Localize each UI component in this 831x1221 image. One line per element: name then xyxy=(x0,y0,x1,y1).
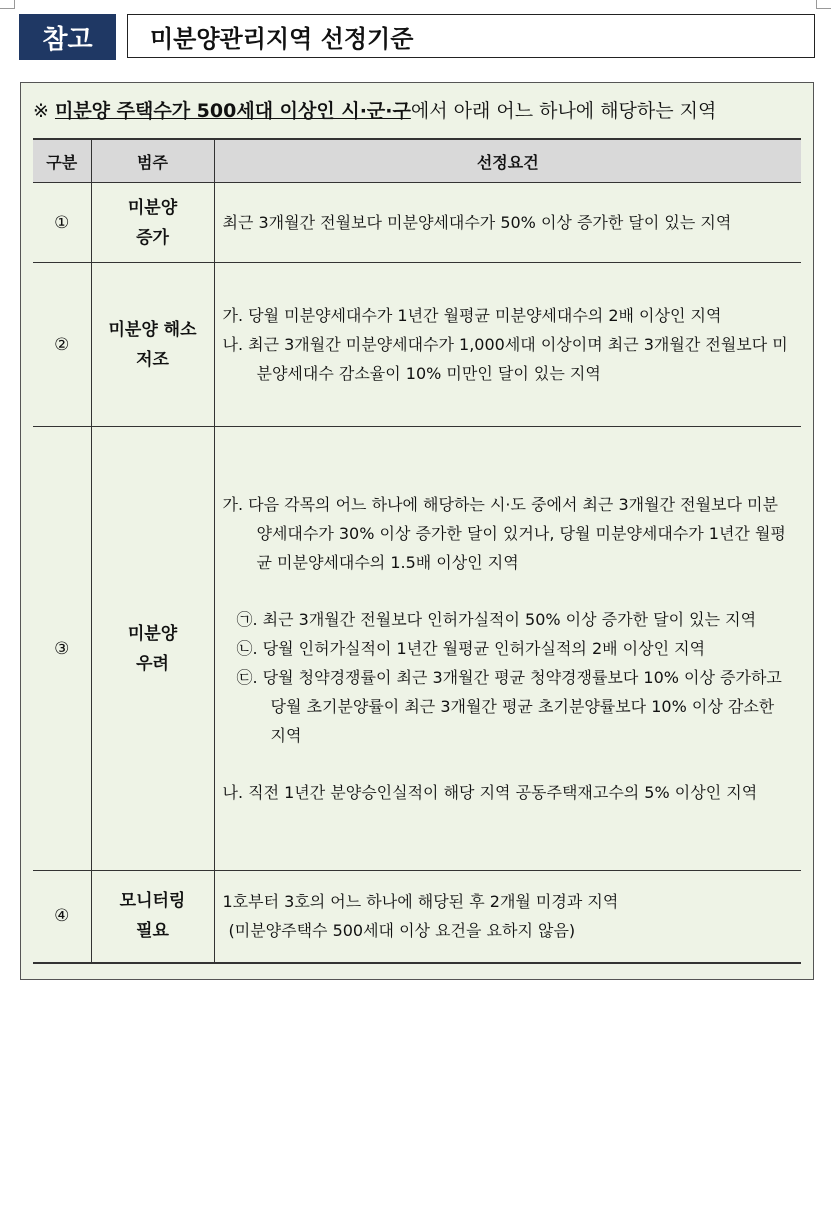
reference-mark: ※ xyxy=(33,100,49,122)
requirement-subitem: ㉠. 최근 3개월간 전월보다 인허가실적이 50% 이상 증가한 달이 있는 지역 xyxy=(236,610,757,629)
table-header-row xyxy=(33,139,801,183)
category-line: 저조 xyxy=(136,349,169,370)
row-requirement xyxy=(214,871,801,963)
category-line: 우려 xyxy=(136,653,169,674)
table-row xyxy=(33,427,801,871)
category-line: 증가 xyxy=(136,227,169,248)
header-division: 구분 xyxy=(33,139,91,183)
table-row xyxy=(33,263,801,427)
row-category xyxy=(91,427,214,871)
requirement-subitem: ㉡. 당월 인허가실적이 1년간 월평균 인허가실적의 2배 이상인 지역 xyxy=(236,639,706,658)
intro-highlight: 미분양 주택수가 500세대 이상인 시·군·구 xyxy=(54,100,411,122)
requirement-item: 나. 직전 1년간 분양승인실적이 해당 지역 공동주택재고수의 5% 이상인 지역 xyxy=(222,783,758,802)
criteria-panel xyxy=(20,82,814,980)
row-number: ① xyxy=(33,183,91,263)
page-corner-mark-left xyxy=(0,0,15,9)
intro-rest: 에서 아래 어느 하나에 해당하는 지역 xyxy=(410,100,717,122)
header-category: 범주 xyxy=(91,139,214,183)
page-title: 미분양관리지역 선정기준 xyxy=(127,14,815,58)
requirement-line: (미분양주택수 500세대 이상 요건을 요하지 않음) xyxy=(228,921,576,941)
row-requirement xyxy=(214,263,801,427)
category-line: 미분양 xyxy=(127,197,178,218)
intro-line xyxy=(33,96,716,123)
row-category xyxy=(91,871,214,963)
row-number: ④ xyxy=(33,871,91,963)
row-category xyxy=(91,263,214,427)
row-requirement: 최근 3개월간 전월보다 미분양세대수가 50% 이상 증가한 달이 있는 지역 xyxy=(214,183,801,263)
requirement-subitem: ㉢. 당월 청약경쟁률이 최근 3개월간 평균 청약경쟁률보다 10% 이상 증가하고 당월 초기분양률이 최근 3개월간 평균 초기분양률보다 10% 이상 감소한 지역 xyxy=(236,668,782,745)
requirement-item: 나. 최근 3개월간 미분양세대수가 1,000세대 이상이며 최근 3개월간 전월보다 미분양세대수 감소율이 10% 미만인 달이 있는 지역 xyxy=(222,335,788,383)
requirement-item: 가. 당월 미분양세대수가 1년간 월평균 미분양세대수의 2배 이상인 지역 xyxy=(222,306,722,325)
row-number: ② xyxy=(33,263,91,427)
requirement-item: 가. 다음 각목의 어느 하나에 해당하는 시·도 중에서 최근 3개월간 전월보다 미분양세대수가 30% 이상 증가한 달이 있거나, 당월 미분양세대수가 1년간 월평균 미분양세대수의 1.5배 이상인 지역 xyxy=(222,495,786,572)
page-corner-mark-right xyxy=(816,0,831,9)
header-requirement: 선정요건 xyxy=(214,139,801,183)
row-category xyxy=(91,183,214,263)
category-line: 미분양 해소 xyxy=(108,319,197,340)
row-number: ③ xyxy=(33,427,91,871)
row-requirement xyxy=(214,427,801,871)
table-row xyxy=(33,871,801,963)
requirement-line: 1호부터 3호의 어느 하나에 해당된 후 2개월 미경과 지역 xyxy=(222,892,619,912)
category-line: 미분양 xyxy=(127,623,178,644)
table-row xyxy=(33,183,801,263)
section-header xyxy=(19,14,817,60)
category-line: 모니터링 xyxy=(119,891,186,912)
category-line: 필요 xyxy=(136,921,169,942)
reference-badge: 참고 xyxy=(19,14,116,60)
criteria-table xyxy=(33,138,801,964)
